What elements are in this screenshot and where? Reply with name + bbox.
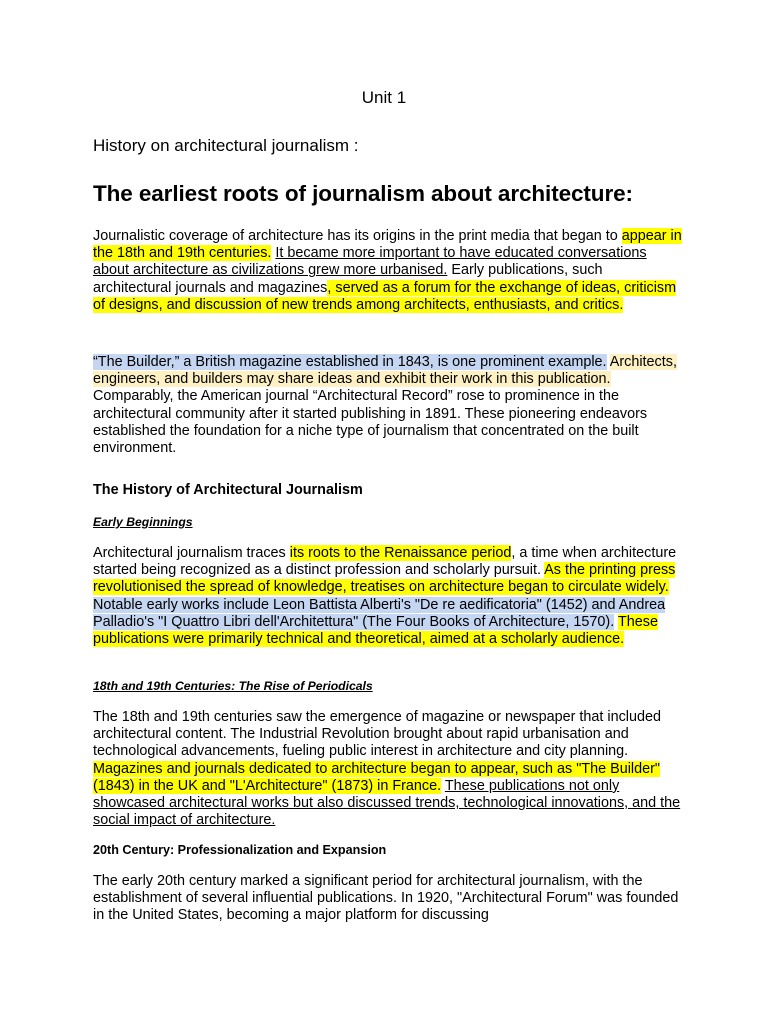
highlight-blue: Notable early works include Leon Battista Alberti's "De re aedificatoria" (1452) and Andrea Palladio's "I Quattro Libri dell'Architettura" (The Four Books of Architecture, 1570). [93,596,666,630]
main-heading: The earliest roots of journalism about architecture: [93,181,633,206]
highlight-yellow: As the printing press revolutionised the spread of knowledge, treatises on architecture began to circulate widely. [93,562,676,596]
highlight-yellow: its roots to the Renaissance period [289,545,512,561]
text-run: Journalistic coverage of architecture has its origins in the print media that began to [93,228,622,244]
subheading-periodicals: 18th and 19th Centuries: The Rise of Periodicals [93,679,373,693]
paragraph-20th-century: The early 20th century marked a significant period for architectural journalism, with the establishment of several influential publications. In 1920, "Architectural Forum" was founded in the United States, becoming a major platform for discussing [93,873,679,924]
text-run: Early publications, such architectural journals and magazines [93,262,603,296]
text-run: The 18th and 19th centuries saw the emergence of magazine or newspaper that included architectural content. The Industrial Revolution brought about rapid urbanisation and technological advancements, fueling public interest in architecture and city planning. [93,709,661,760]
highlight-yellow: Magazines and journals dedicated to architecture began to appear, such as "The Builder" (1843) in the UK and "L'Architecture" (1873) in France. [93,760,661,794]
subheading-20th-century: 20th Century: Professionalization and Expansion [93,843,387,857]
text-run: , a time when architecture started being recognized as a distinct profession and scholarly pursuit. [93,545,677,579]
paragraph-origins [93,228,683,314]
text-run: Architectural journalism traces [93,545,290,561]
document-subtitle: History on architectural journalism : [93,136,359,155]
text-run: Comparably, the American journal “Architectural Record” rose to prominence in the architectural community after it started publishing in 1891. These pioneering endeavors established the foundation for a niche type of journalism that concentrated on the built environment. [93,388,648,457]
highlight-yellow: appear in the 18th and 19th centuries. [93,228,682,262]
paragraph-early-beginnings [93,545,683,648]
paragraph-the-builder [93,354,683,457]
highlight-yellow: These publications were primarily technical and theoretical, aimed at a scholarly audience. [93,613,658,648]
highlight-blue: “The Builder,” a British magazine established in 1843, is one prominent example. [93,354,607,370]
underlined-text: These publications not only showcased architectural works but also discussed trends, technological innovations, and the social impact of architecture. [93,777,681,829]
section-heading-history: The History of Architectural Journalism [93,482,363,498]
highlight-yellow: , served as a forum for the exchange of ideas, criticism of designs, and discussion of new trends among architects, enthusiasts, and critics. [93,279,677,313]
paragraph-periodicals [93,709,683,829]
unit-title: Unit 1 [361,88,407,107]
subheading-early-beginnings: Early Beginnings [93,515,193,529]
highlight-cream: Architects, engineers, and builders may share ideas and exhibit their work in this publication. [93,354,677,388]
underlined-text: It became more important to have educated conversations about architecture as civilizations grew more urbanised. [93,245,647,279]
